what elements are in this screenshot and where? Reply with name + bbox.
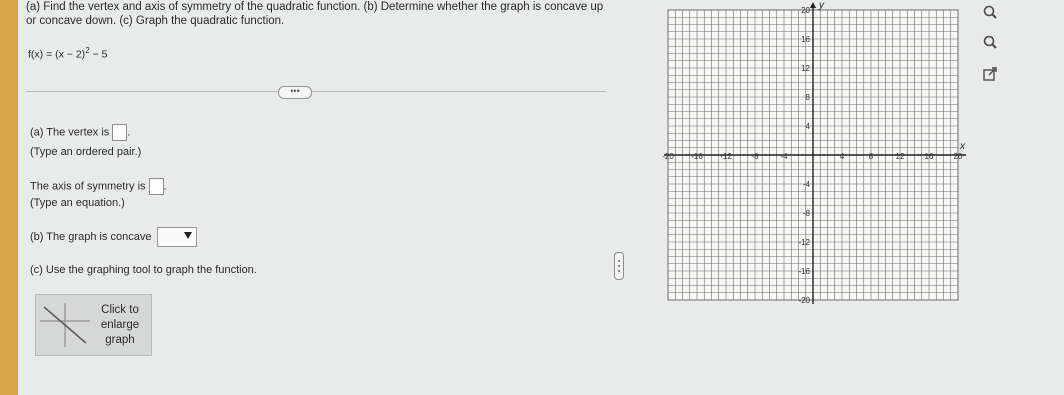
vertex-label: (a) The vertex is <box>30 126 110 139</box>
vertex-hint: (Type an ordered pair.) <box>30 146 142 158</box>
x-tick-label: 12 <box>895 152 905 161</box>
concavity-line <box>30 227 197 247</box>
left-accent-strip <box>0 0 18 395</box>
chevron-down-icon <box>184 232 192 239</box>
x-tick-label: 16 <box>924 152 934 161</box>
x-tick-label: -16 <box>691 152 703 161</box>
graph-thumbnail-icon <box>40 303 90 347</box>
show-more-button[interactable]: ••• <box>278 86 312 99</box>
vertex-input[interactable] <box>112 124 127 141</box>
graph-instruction: (c) Use the graphing tool to graph the function. <box>30 264 257 276</box>
panel-resize-handle[interactable] <box>614 252 624 280</box>
popout-icon[interactable] <box>978 62 1002 86</box>
function-expression <box>28 46 107 61</box>
concavity-dropdown[interactable] <box>157 227 197 247</box>
coordinate-grid[interactable] <box>652 0 972 320</box>
y-tick-label: 4 <box>805 122 810 131</box>
function-constant: − 5 <box>89 48 108 61</box>
function-exponent: 2 <box>85 46 90 55</box>
y-tick-label: -20 <box>798 296 810 305</box>
y-tick-label: 20 <box>801 6 810 15</box>
axis-hint: (Type an equation.) <box>30 197 125 209</box>
axis-label: The axis of symmetry is <box>30 180 146 193</box>
vertex-line: (a) The vertex is . <box>30 124 130 141</box>
x-axis-label: x <box>960 141 965 152</box>
x-tick-label: 8 <box>868 152 874 161</box>
y-tick-label: -8 <box>802 209 810 218</box>
y-tick-label: -4 <box>802 180 810 189</box>
function-base: f(x) = (x − 2) <box>28 48 86 61</box>
x-tick-label: -12 <box>720 152 732 161</box>
y-axis-label: y <box>819 0 824 11</box>
y-axis-arrow <box>810 2 816 8</box>
y-tick-label: 8 <box>805 93 810 102</box>
concavity-label: (b) The graph is concave <box>30 230 152 243</box>
zoom-in-icon[interactable] <box>978 0 1002 24</box>
zoom-out-icon[interactable] <box>978 30 1002 54</box>
x-tick-label: -4 <box>780 152 788 161</box>
question-prompt: (a) Find the vertex and axis of symmetry of the quadratic function. (b) Determine whether the graph is concave up or concave down. (c) Graph the quadratic function. <box>26 1 604 27</box>
axis-of-symmetry-input[interactable] <box>149 178 164 195</box>
x-tick-label: -20 <box>662 152 674 161</box>
axis-line: The axis of symmetry is . <box>30 178 167 195</box>
enlarge-graph-button[interactable] <box>35 294 152 356</box>
y-tick-label: 12 <box>801 64 810 73</box>
enlarge-label: Click to enlarge graph <box>100 304 140 346</box>
y-tick-label: -12 <box>798 238 810 247</box>
y-tick-label: 16 <box>801 35 810 44</box>
x-tick-label: 20 <box>953 152 963 161</box>
x-tick-label: 4 <box>839 152 845 161</box>
x-tick-label: -8 <box>751 152 759 161</box>
section-divider <box>26 91 606 92</box>
y-tick-label: -16 <box>798 267 810 276</box>
